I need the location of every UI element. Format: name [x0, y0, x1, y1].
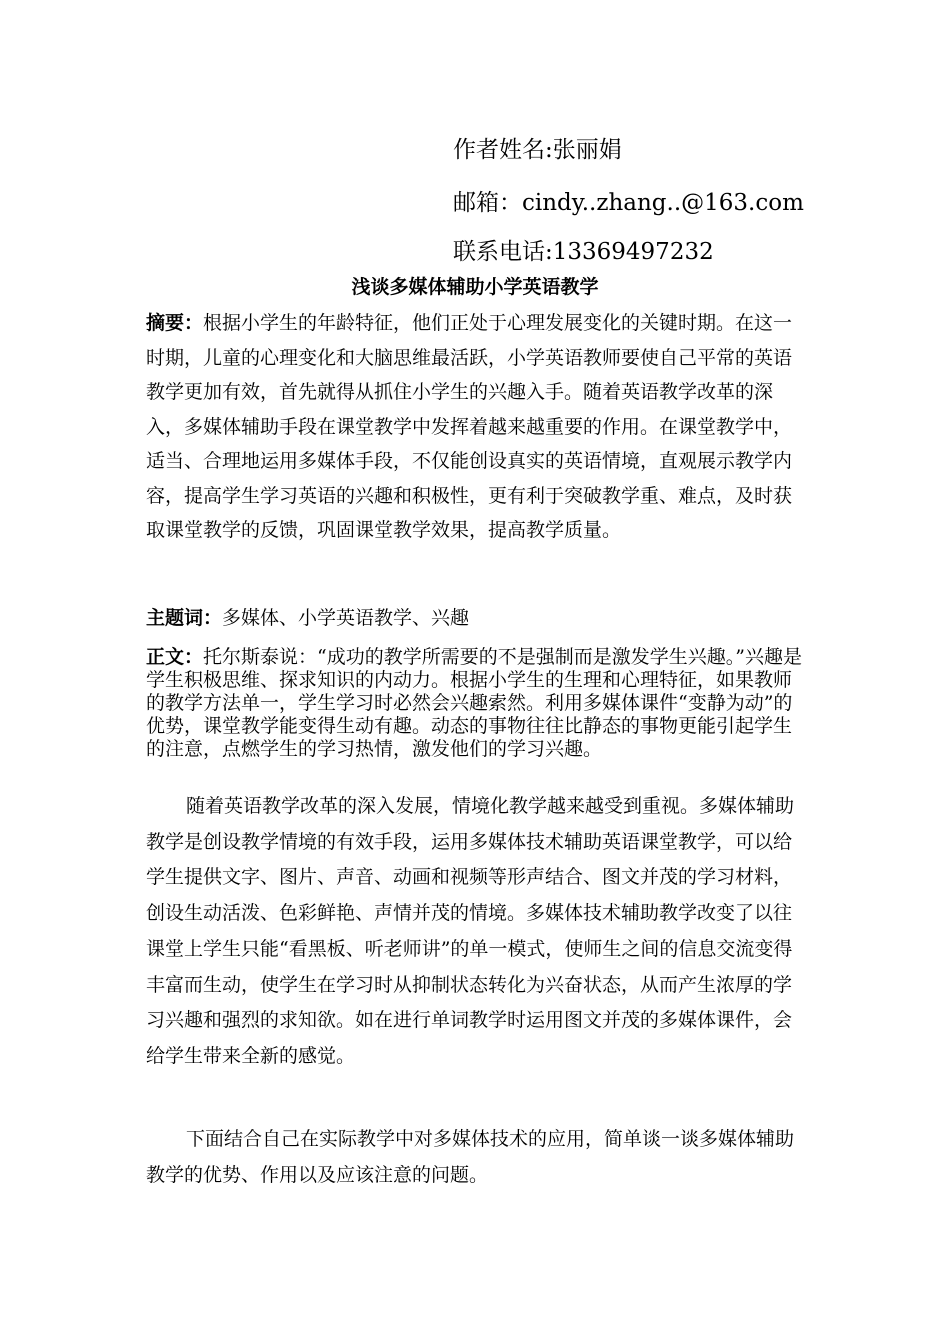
keywords — [146, 601, 810, 635]
article-title: 浅谈多媒体辅助小学英语教学 — [351, 276, 599, 298]
author-name: 作者姓名:张丽娟 — [453, 137, 622, 163]
abstract-label: 摘要： — [146, 312, 204, 334]
abstract-text: 根据小学生的年龄特征，他们正处于心理发展变化的关键时期。在这一时期，儿童的心理变化和大脑思维最活跃，小学英语教师要使自己平常的英语教学更加有效，首先就得从抓住小学生的兴趣入手。随着英语教学改革的深入，多媒体辅助手段在课堂教学中发挥着越来越重要的作用。在课堂教学中，适当、合理地运用多媒体手段，不仅能创设真实的英语情境，直观展示教学内容，提高学生学习英语的兴趣和积极性，更有利于突破教学重、难点，及时获取课堂教学的反馈，巩固课堂教学效果，提高教学质量。 — [146, 312, 793, 541]
abstract — [146, 306, 810, 548]
keywords-label: 主题词： — [146, 607, 223, 629]
body-paragraph-text: 随着英语教学改革的深入发展，情境化教学越来越受到重视。多媒体辅助教学是创设教学情境的有效手段，运用多媒体技术辅助英语课堂教学，可以给学生提供文字、图片、声音、动画和视频等形声结合、图文并茂的学习材料，创设生动活泼、色彩鲜艳、声情并茂的情境。多媒体技术辅助教学改变了以往课堂上学生只能“看黑板、听老师讲”的单一模式，使师生之间的信息交流变得丰富而生动，使学生在学习时从抑制状态转化为兴奋状态，从而产生浓厚的学习兴趣和强烈的求知欲。如在进行单词教学时运用图文并茂的多媒体课件，会给学生带来全新的感觉。 — [146, 795, 795, 1067]
main-text-body: 托尔斯泰说：“成功的教学所需要的不是强制而是激发学生兴趣。”兴趣是学生积极思维、探求知识的内动力。根据小学生的生理和心理特征，如果教师的教学方法单一，学生学习时必然会兴趣索然。利用多媒体课件“变静为动”的优势，课堂教学能变得生动有趣。动态的事物往往比静态的事物更能引起学生的注意，点燃学生的学习热情，激发他们的学习兴趣。 — [146, 646, 802, 760]
main-text-intro — [146, 646, 810, 761]
keywords-text: 多媒体、小学英语教学、兴趣 — [222, 607, 470, 629]
author-email: 邮箱：cindy..zhang..@163.com — [453, 190, 804, 216]
author-phone: 联系电话:13369497232 — [453, 239, 714, 265]
main-text-label: 正文： — [146, 646, 204, 668]
body-paragraph — [146, 789, 810, 1075]
body-paragraph — [146, 1122, 810, 1193]
body-paragraph-text: 下面结合自己在实际教学中对多媒体技术的应用，简单谈一谈多媒体辅助教学的优势、作用以及应该注意的问题。 — [146, 1128, 795, 1186]
